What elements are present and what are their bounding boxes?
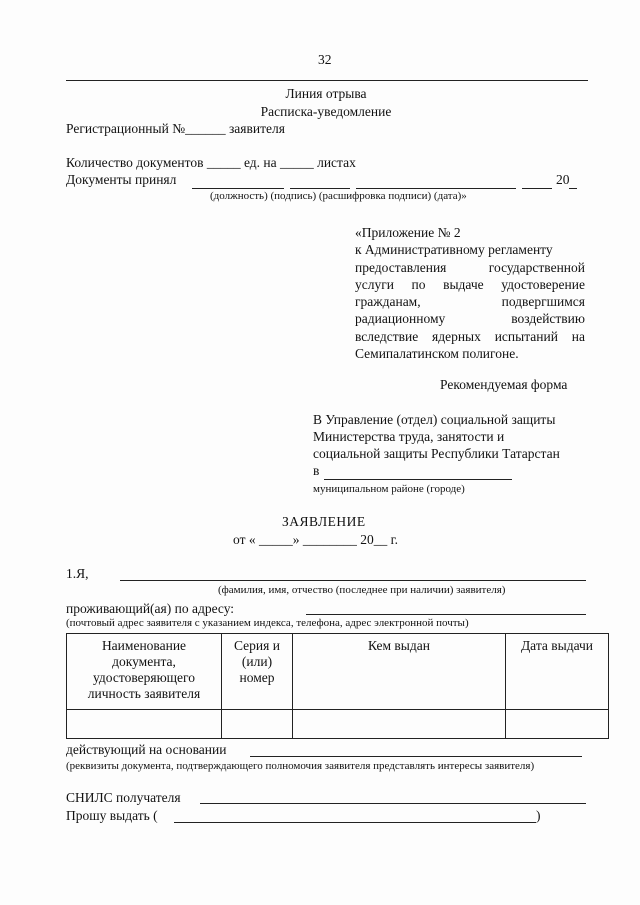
cut-line-label: Линия отрыва [285,86,367,101]
appendix-line: вследствие ядерных испытаний на [355,328,585,344]
appendix-line: радиационному воздействию [355,311,585,327]
applicant-intro: 1.Я, [66,566,89,581]
signature-blank [290,188,350,189]
position-blank [192,188,284,189]
applicant-name-blank [120,580,586,581]
snils-blank [200,803,586,804]
applicant-name-caption: (фамилия, имя, отчество (последнее при наличии) заявителя) [218,584,506,596]
appendix-line: Семипалатинском полигоне. [355,346,519,362]
request-label: Прошу выдать ( [66,808,158,823]
header-document-name: Наименование документа, удостоверяющего личность заявителя [67,634,222,710]
basis-blank [250,756,582,757]
cell-document-name[interactable] [67,710,222,739]
receipt-title: Расписка-уведомление [260,104,392,119]
snils-label: СНИЛС получателя [66,790,181,805]
table-header-row [67,634,609,710]
appendix-line: «Приложение № 2 [355,225,461,240]
header-series-number: Серия и (или) номер [222,634,293,710]
registration-line: Регистрационный №______ заявителя [66,121,285,136]
page-number: 32 [318,52,332,67]
cell-issue-date[interactable] [506,710,609,739]
accepted-year: 20 [556,172,570,187]
municipality-blank [324,479,512,480]
header-issued-by: Кем выдан [293,634,506,710]
address-caption: (почтовый адрес заявителя с указанием индекса, телефона, адрес электронной почты) [66,617,469,629]
request-close: ) [536,808,541,823]
appendix-line: предоставления государственной [355,259,585,275]
accepted-caption: (должность) (подпись) (расшифровка подписи) (дата)» [210,190,467,202]
statement-title: ЗАЯВЛЕНИЕ [282,514,366,529]
request-blank [174,822,536,823]
address-blank [306,614,586,615]
appendix-line: услуги по выдаче удостоверение [355,276,585,292]
basis-caption: (реквизиты документа, подтверждающего полномочия заявителя представлять интересы заявителя) [66,760,535,772]
appendix-line: гражданам, подвергшимся [355,294,585,310]
cut-line [66,80,588,81]
appendix-block [355,224,585,362]
decoding-blank [356,188,516,189]
year-blank [569,188,577,189]
accepted-label: Документы принял [66,172,177,187]
statement-date: от « _____» ________ 20__ г. [233,532,398,547]
living-label: проживающий(ая) по адресу: [66,601,235,616]
recommended-form: Рекомендуемая форма [440,377,568,392]
addressee-line-3: социальной защиты Республики Татарстан [313,446,560,461]
basis-label: действующий на основании [66,742,227,757]
table-row [67,710,609,739]
appendix-line: к Административному регламенту [355,242,553,258]
identity-document-table [66,633,609,739]
documents-count-line: Количество документов _____ ед. на _____ листах [66,155,356,170]
addressee-line-5: муниципальном районе (городе) [313,483,465,495]
date-blank [522,188,552,189]
header-issue-date: Дата выдачи [506,634,609,710]
cell-series-number[interactable] [222,710,293,739]
addressee-line-2: Министерства труда, занятости и [313,429,505,444]
cell-issued-by[interactable] [293,710,506,739]
addressee-line-4-prefix: в [313,463,320,478]
addressee-line-1: В Управление (отдел) социальной защиты [313,412,556,427]
